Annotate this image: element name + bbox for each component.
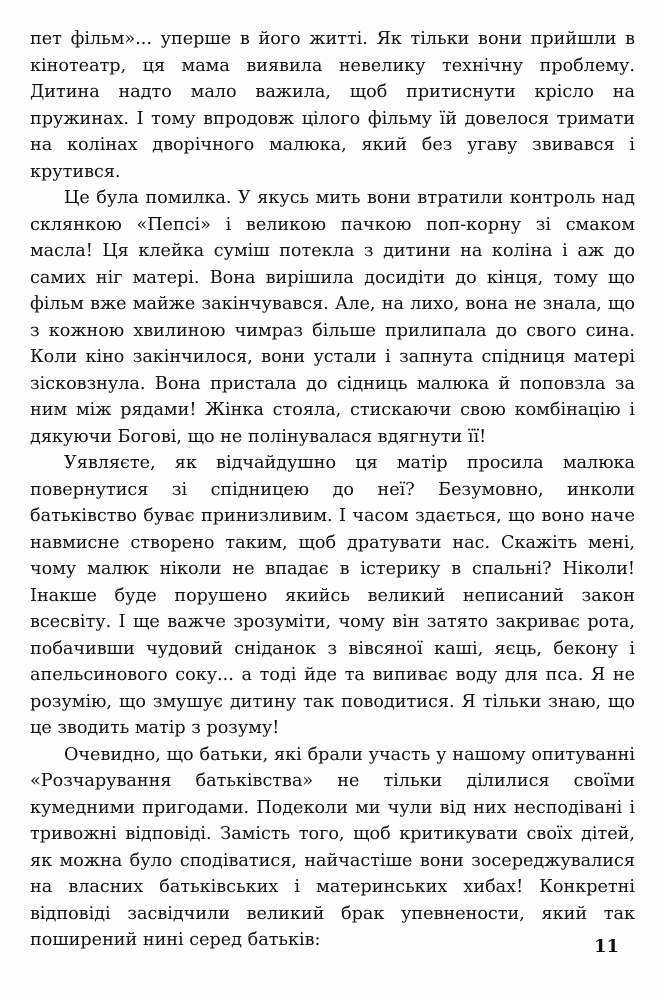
page-number: 11 [593, 936, 619, 957]
paragraph-1: пет фільм»... уперше в його житті. Як тільки вони прийшли в кінотеатр, ця мама виявила невелику технічну проблему. Дитина надто мало важила, щоб притиснути крісло на пружинах. І тому впродовж цілого фільму їй довелося тримати на колінах дворічного малюка, який без угаву звивався і крутився. [30, 29, 635, 182]
paragraph-3: Уявляєте, як відчайдушно ця матір просила малюка повернутися зі спідницею до неї? Безумовно, инколи батьківство буває принизливим. І часом здається, що воно наче навмисне створено таким, щоб дратувати нас. Скажіть мені, чому малюк ніколи не впадає в істерику в спальні? Ніколи! Інакше буде порушено якийсь великий неписаний закон всесвіту. І ще важче зрозуміти, чому він затято закриває рота, побачивши чудовий сніданок з вівсяної каші, яєць, бекону і апельсинового соку... а тоді йде та випиває воду для пса. Я не розумію, що змушує дитину так поводитися. Я тільки знаю, що це зводить матір з розуму! [30, 453, 635, 738]
paragraph-2: Це була помилка. У якусь мить вони втратили контроль над склянкою «Пепсі» і великою пачкою поп-корну зі смаком масла! Ця клейка суміш потекла з дитини на коліна і аж до самих ніг матері. Вона вирішила досидіти до кінця, тому що фільм вже майже закінчувався. Але, на лихо, вона не знала, що з кожною хвилиною чимраз більше прилипала до свого сина. Коли кіно закінчилося, вони устали і запнута спідниця матері зісковзнула. Вона пристала до сідниць малюка й поповзла за ним між рядами! Жінка стояла, стискаючи свою комбінацію і дякуючи Богові, що не полінувалася вдягнути її! [30, 188, 635, 447]
body-text [30, 26, 635, 954]
paragraph-4: Очевидно, що батьки, які брали участь у нашому опитуванні «Розчарування батьківства» не тільки ділилися своїми кумедними пригодами. Подеколи ми чули від них несподівані і тривожні відповіді. Замість того, щоб критикувати своїх дітей, як можна було сподіватися, найчастіше вони зосереджувалися на власних батьківських і материнських хибах! Конкретні відповіді засвідчили великий брак упевнености, який так поширений нині серед батьків: [30, 744, 635, 950]
